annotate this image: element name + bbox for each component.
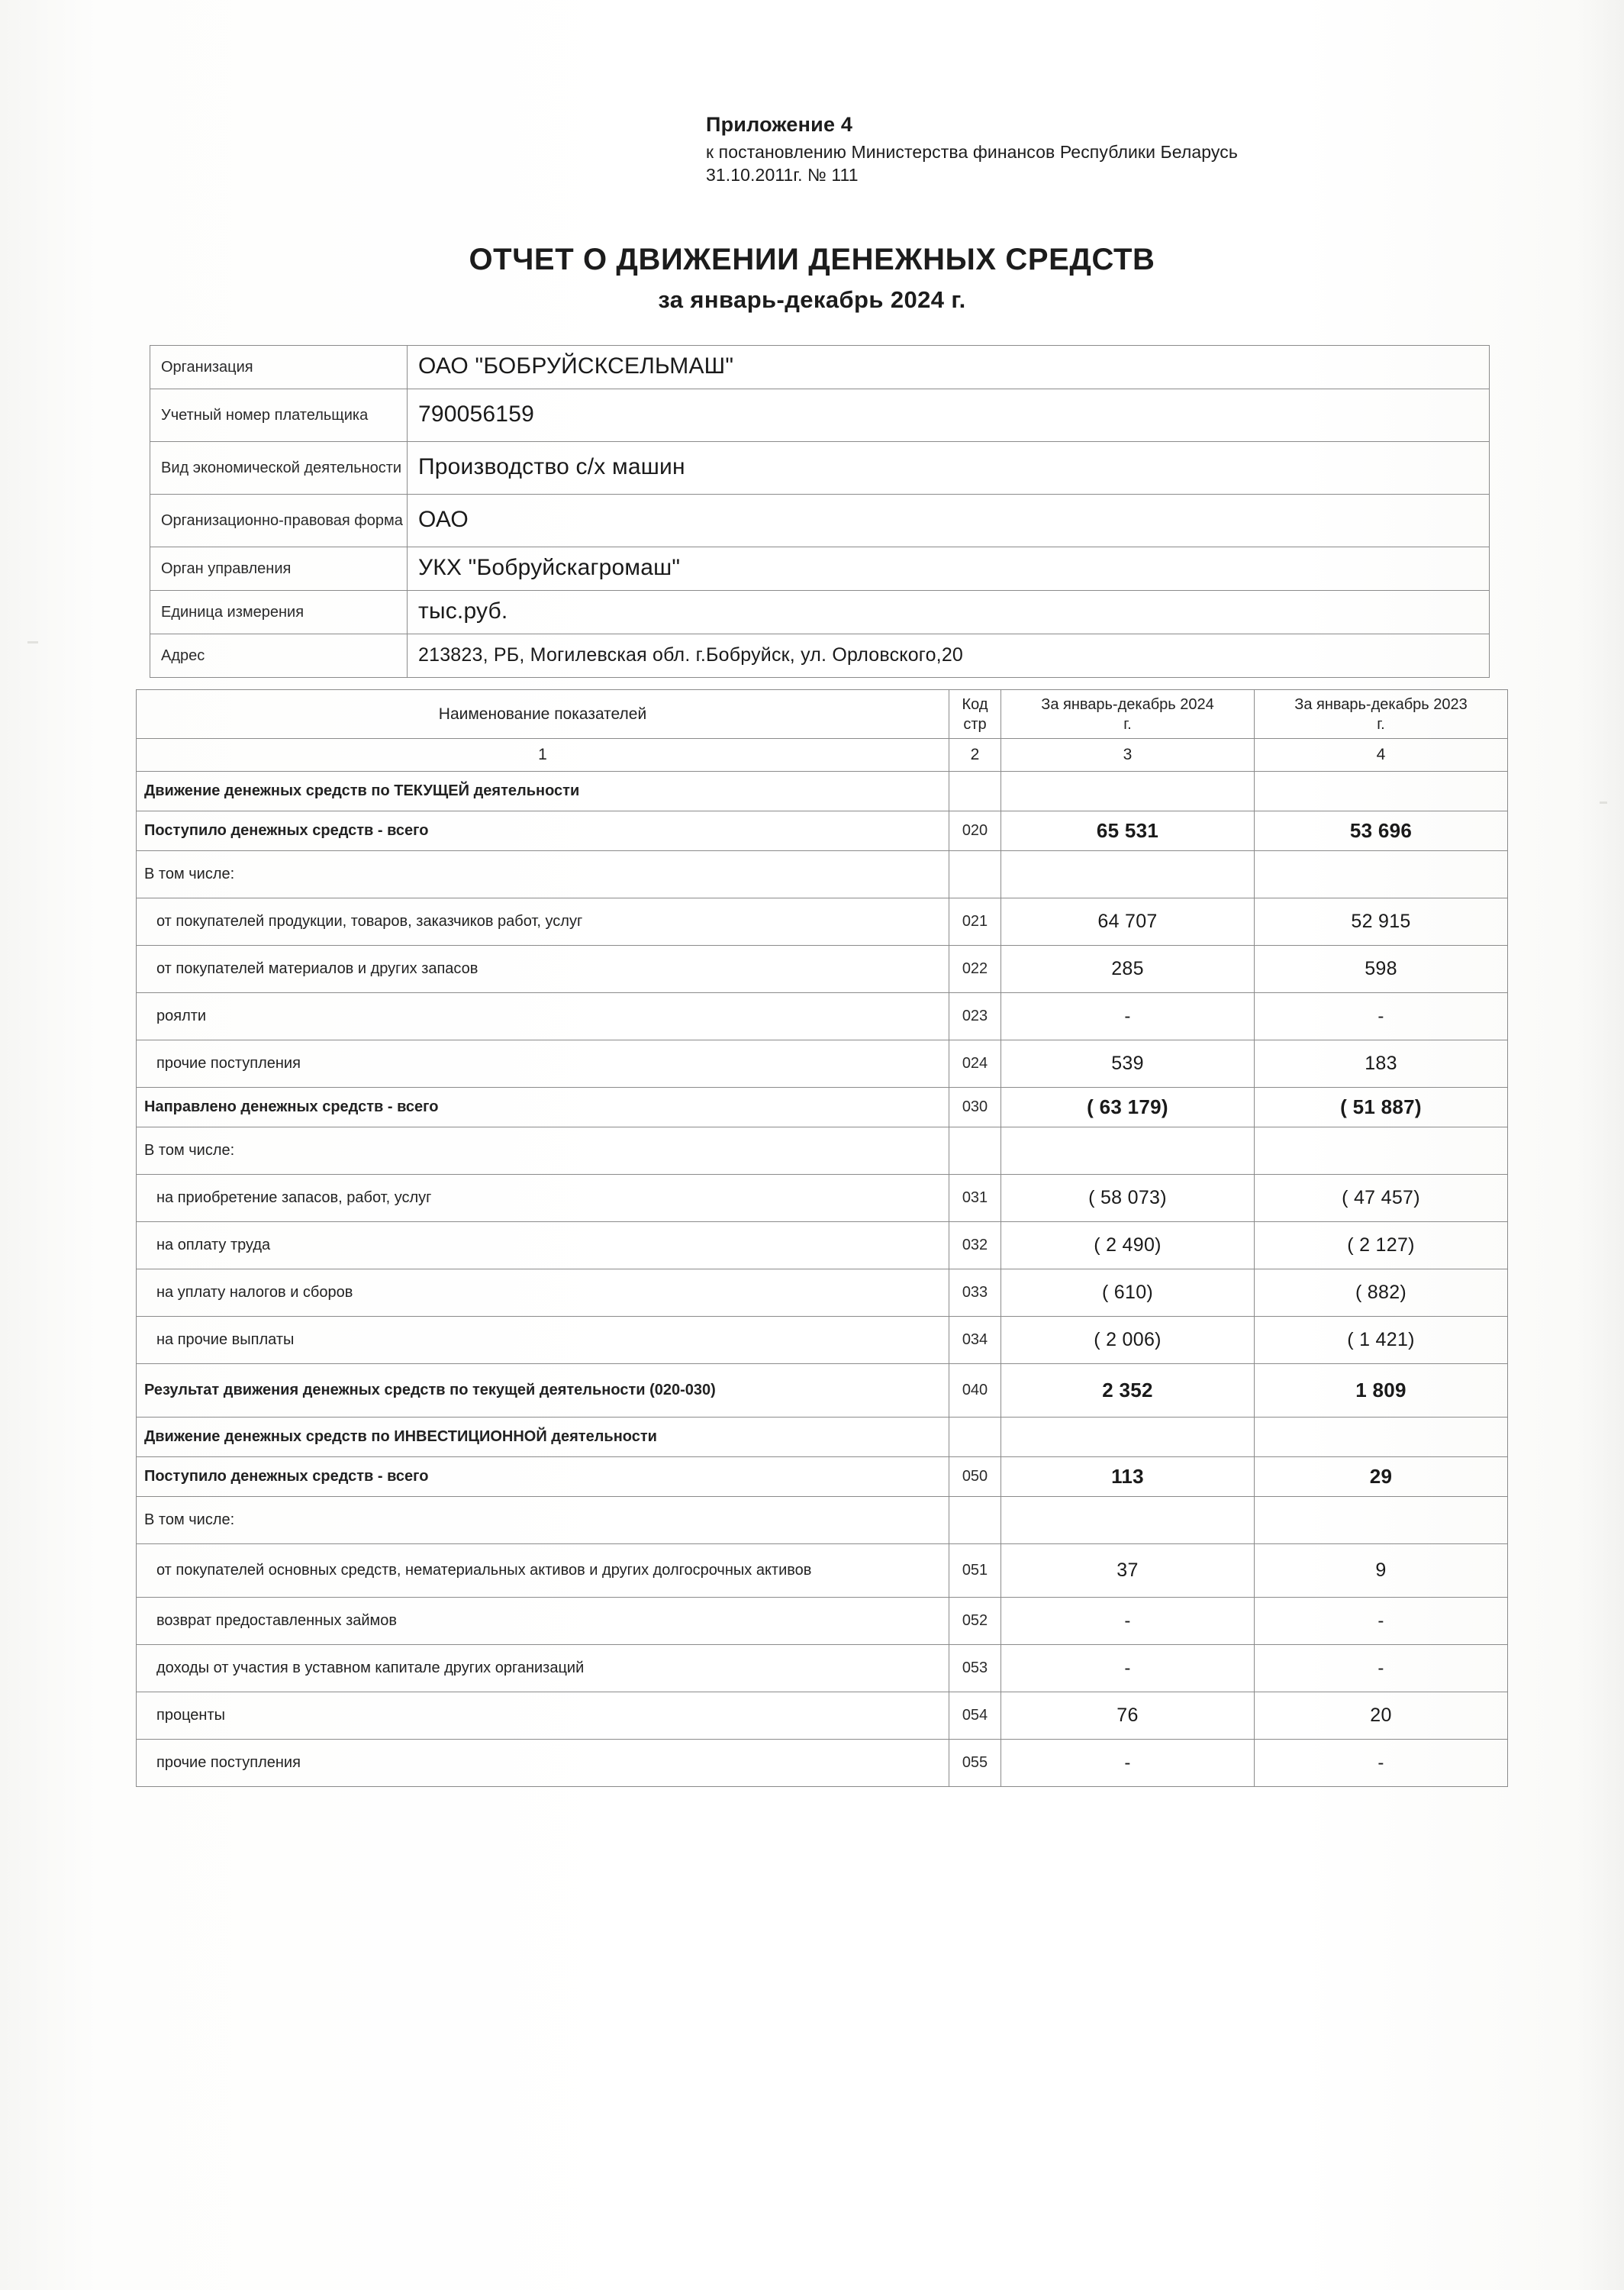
row-value-prior-period: ( 882) — [1255, 1269, 1508, 1317]
row-value-prior-period — [1255, 851, 1508, 898]
table-row — [137, 1544, 1508, 1598]
row-value-current-period — [1001, 851, 1255, 898]
info-value-payer-number: 790056159 — [408, 389, 1490, 442]
column-number-name: 1 — [137, 739, 949, 772]
table-row — [137, 1088, 1508, 1127]
row-value-current-period: 65 531 — [1001, 811, 1255, 851]
row-indicator-name: на прочие выплаты — [137, 1317, 949, 1364]
table-row — [137, 1040, 1508, 1088]
header-period-current — [1001, 690, 1255, 739]
row-code: 021 — [949, 898, 1001, 946]
row-code — [949, 851, 1001, 898]
info-value-governing-body: УКХ "Бобруйскагромаш" — [408, 547, 1490, 591]
info-label: Адрес — [150, 634, 408, 678]
row-indicator-name: прочие поступления — [137, 1740, 949, 1787]
row-value-prior-period: 183 — [1255, 1040, 1508, 1088]
table-header-row — [137, 690, 1508, 739]
row-code: 053 — [949, 1645, 1001, 1692]
row-value-prior-period: 29 — [1255, 1457, 1508, 1497]
row-value-current-period: 37 — [1001, 1544, 1255, 1598]
row-indicator-name: доходы от участия в уставном капитале других организаций — [137, 1645, 949, 1692]
row-value-current-period: 2 352 — [1001, 1364, 1255, 1418]
row-value-prior-period: - — [1255, 1645, 1508, 1692]
page-title: ОТЧЕТ О ДВИЖЕНИИ ДЕНЕЖНЫХ СРЕДСТВ — [469, 243, 1155, 276]
row-value-prior-period: 53 696 — [1255, 811, 1508, 851]
scan-artifact — [1600, 802, 1607, 804]
row-value-current-period: 539 — [1001, 1040, 1255, 1088]
row-value-current-period — [1001, 1497, 1255, 1544]
row-code: 054 — [949, 1692, 1001, 1740]
row-value-prior-period — [1255, 1127, 1508, 1175]
row-code: 022 — [949, 946, 1001, 993]
table-row — [137, 993, 1508, 1040]
row-value-prior-period — [1255, 1418, 1508, 1457]
appendix-reference-line-1: к постановлению Министерства финансов Республики Беларусь — [706, 142, 1238, 162]
row-indicator-name: на оплату труда — [137, 1222, 949, 1269]
info-label: Единица измерения — [150, 591, 408, 634]
page-subtitle: за январь-декабрь 2024 г. — [658, 286, 966, 313]
row-value-prior-period — [1255, 1497, 1508, 1544]
column-number-prior: 4 — [1255, 739, 1508, 772]
row-code: 051 — [949, 1544, 1001, 1598]
row-code: 031 — [949, 1175, 1001, 1222]
header-code — [949, 690, 1001, 739]
info-label: Учетный номер плательщика — [150, 389, 408, 442]
row-value-prior-period: ( 1 421) — [1255, 1317, 1508, 1364]
organization-info-table — [150, 345, 1490, 678]
row-code — [949, 1418, 1001, 1457]
table-row — [137, 1598, 1508, 1645]
row-indicator-name: проценты — [137, 1692, 949, 1740]
info-label: Орган управления — [150, 547, 408, 591]
table-row — [137, 851, 1508, 898]
row-code: 052 — [949, 1598, 1001, 1645]
row-value-prior-period — [1255, 772, 1508, 811]
row-value-current-period: - — [1001, 1598, 1255, 1645]
header-period-prior-line-1: За январь-декабрь 2023 — [1294, 695, 1468, 713]
row-indicator-name: от покупателей основных средств, нематериальных активов и других долгосрочных активов — [137, 1544, 949, 1598]
row-code — [949, 1127, 1001, 1175]
info-row-measurement-unit — [150, 591, 1490, 634]
column-number-current: 3 — [1001, 739, 1255, 772]
info-value-activity-type: Производство с/х машин — [408, 442, 1490, 495]
table-row — [137, 1457, 1508, 1497]
row-indicator-name: на приобретение запасов, работ, услуг — [137, 1175, 949, 1222]
row-indicator-name: от покупателей материалов и других запасов — [137, 946, 949, 993]
cash-flow-table — [136, 689, 1508, 1787]
table-row — [137, 1364, 1508, 1418]
table-row — [137, 772, 1508, 811]
header-code-line-2: стр — [963, 715, 987, 733]
table-row — [137, 1317, 1508, 1364]
table-row — [137, 946, 1508, 993]
table-row — [137, 1175, 1508, 1222]
row-code: 050 — [949, 1457, 1001, 1497]
info-value-address: 213823, РБ, Могилевская обл. г.Бобруйск, ул. Орловского,20 — [408, 634, 1490, 678]
row-value-current-period: 64 707 — [1001, 898, 1255, 946]
row-code: 032 — [949, 1222, 1001, 1269]
appendix-reference-line-2: 31.10.2011г. № 111 — [706, 165, 859, 185]
document-title-block — [0, 243, 1624, 314]
header-period-prior-line-2: г. — [1377, 715, 1385, 733]
row-value-prior-period: 598 — [1255, 946, 1508, 993]
table-row — [137, 1692, 1508, 1740]
row-indicator-name: роялти — [137, 993, 949, 1040]
info-label: Организация — [150, 346, 408, 389]
table-row — [137, 898, 1508, 946]
row-indicator-name: Движение денежных средств по ИНВЕСТИЦИОННОЙ деятельности — [137, 1418, 949, 1457]
row-value-prior-period: 9 — [1255, 1544, 1508, 1598]
row-value-prior-period: - — [1255, 1740, 1508, 1787]
row-value-current-period — [1001, 1418, 1255, 1457]
row-indicator-name: Поступило денежных средств - всего — [137, 1457, 949, 1497]
row-indicator-name: В том числе: — [137, 851, 949, 898]
info-row-address — [150, 634, 1490, 678]
row-code: 034 — [949, 1317, 1001, 1364]
row-code — [949, 1497, 1001, 1544]
info-row-activity-type — [150, 442, 1490, 495]
appendix-header — [706, 113, 1469, 186]
header-indicator-name: Наименование показателей — [137, 690, 949, 739]
row-indicator-name: Поступило денежных средств - всего — [137, 811, 949, 851]
row-indicator-name: Направлено денежных средств - всего — [137, 1088, 949, 1127]
header-code-line-1: Код — [962, 695, 988, 713]
info-label: Вид экономической деятельности — [150, 442, 408, 495]
info-row-governing-body — [150, 547, 1490, 591]
table-row — [137, 1740, 1508, 1787]
appendix-title: Приложение 4 — [706, 113, 853, 136]
table-row — [137, 1127, 1508, 1175]
row-code: 024 — [949, 1040, 1001, 1088]
table-row — [137, 1269, 1508, 1317]
row-value-current-period: ( 58 073) — [1001, 1175, 1255, 1222]
header-period-current-line-2: г. — [1123, 715, 1132, 733]
info-value-legal-form: ОАО — [408, 495, 1490, 547]
row-value-prior-period: - — [1255, 993, 1508, 1040]
info-label: Организационно-правовая форма — [150, 495, 408, 547]
table-row — [137, 1645, 1508, 1692]
row-value-prior-period: 20 — [1255, 1692, 1508, 1740]
column-number-code: 2 — [949, 739, 1001, 772]
row-value-current-period: ( 610) — [1001, 1269, 1255, 1317]
table-column-number-row — [137, 739, 1508, 772]
header-period-prior — [1255, 690, 1508, 739]
row-indicator-name: Движение денежных средств по ТЕКУЩЕЙ деятельности — [137, 772, 949, 811]
table-row — [137, 811, 1508, 851]
row-indicator-name: Результат движения денежных средств по текущей деятельности (020-030) — [137, 1364, 949, 1418]
table-row — [137, 1222, 1508, 1269]
row-indicator-name: на уплату налогов и сборов — [137, 1269, 949, 1317]
row-value-current-period — [1001, 1127, 1255, 1175]
row-value-prior-period: ( 51 887) — [1255, 1088, 1508, 1127]
row-value-current-period: 76 — [1001, 1692, 1255, 1740]
info-value-measurement-unit: тыс.руб. — [408, 591, 1490, 634]
info-row-organization — [150, 346, 1490, 389]
row-value-prior-period: ( 2 127) — [1255, 1222, 1508, 1269]
row-value-current-period: - — [1001, 1740, 1255, 1787]
row-indicator-name: В том числе: — [137, 1127, 949, 1175]
row-indicator-name: от покупателей продукции, товаров, заказчиков работ, услуг — [137, 898, 949, 946]
info-row-legal-form — [150, 495, 1490, 547]
row-indicator-name: возврат предоставленных займов — [137, 1598, 949, 1645]
row-code: 033 — [949, 1269, 1001, 1317]
row-code — [949, 772, 1001, 811]
info-value-organization: ОАО "БОБРУЙСКСЕЛЬМАШ" — [408, 346, 1490, 389]
row-value-current-period — [1001, 772, 1255, 811]
row-value-current-period: 285 — [1001, 946, 1255, 993]
row-code: 020 — [949, 811, 1001, 851]
row-value-current-period: - — [1001, 1645, 1255, 1692]
row-value-current-period: 113 — [1001, 1457, 1255, 1497]
row-code: 055 — [949, 1740, 1001, 1787]
row-value-current-period: - — [1001, 993, 1255, 1040]
row-value-prior-period: - — [1255, 1598, 1508, 1645]
table-row — [137, 1418, 1508, 1457]
scan-artifact — [27, 641, 38, 643]
row-value-current-period: ( 2 490) — [1001, 1222, 1255, 1269]
row-indicator-name: прочие поступления — [137, 1040, 949, 1088]
row-value-prior-period: 52 915 — [1255, 898, 1508, 946]
row-value-prior-period: 1 809 — [1255, 1364, 1508, 1418]
info-row-payer-number — [150, 389, 1490, 442]
header-period-current-line-1: За январь-декабрь 2024 — [1041, 695, 1214, 713]
row-indicator-name: В том числе: — [137, 1497, 949, 1544]
row-value-prior-period: ( 47 457) — [1255, 1175, 1508, 1222]
row-code: 023 — [949, 993, 1001, 1040]
table-row — [137, 1497, 1508, 1544]
row-value-current-period: ( 2 006) — [1001, 1317, 1255, 1364]
row-code: 030 — [949, 1088, 1001, 1127]
row-code: 040 — [949, 1364, 1001, 1418]
row-value-current-period: ( 63 179) — [1001, 1088, 1255, 1127]
